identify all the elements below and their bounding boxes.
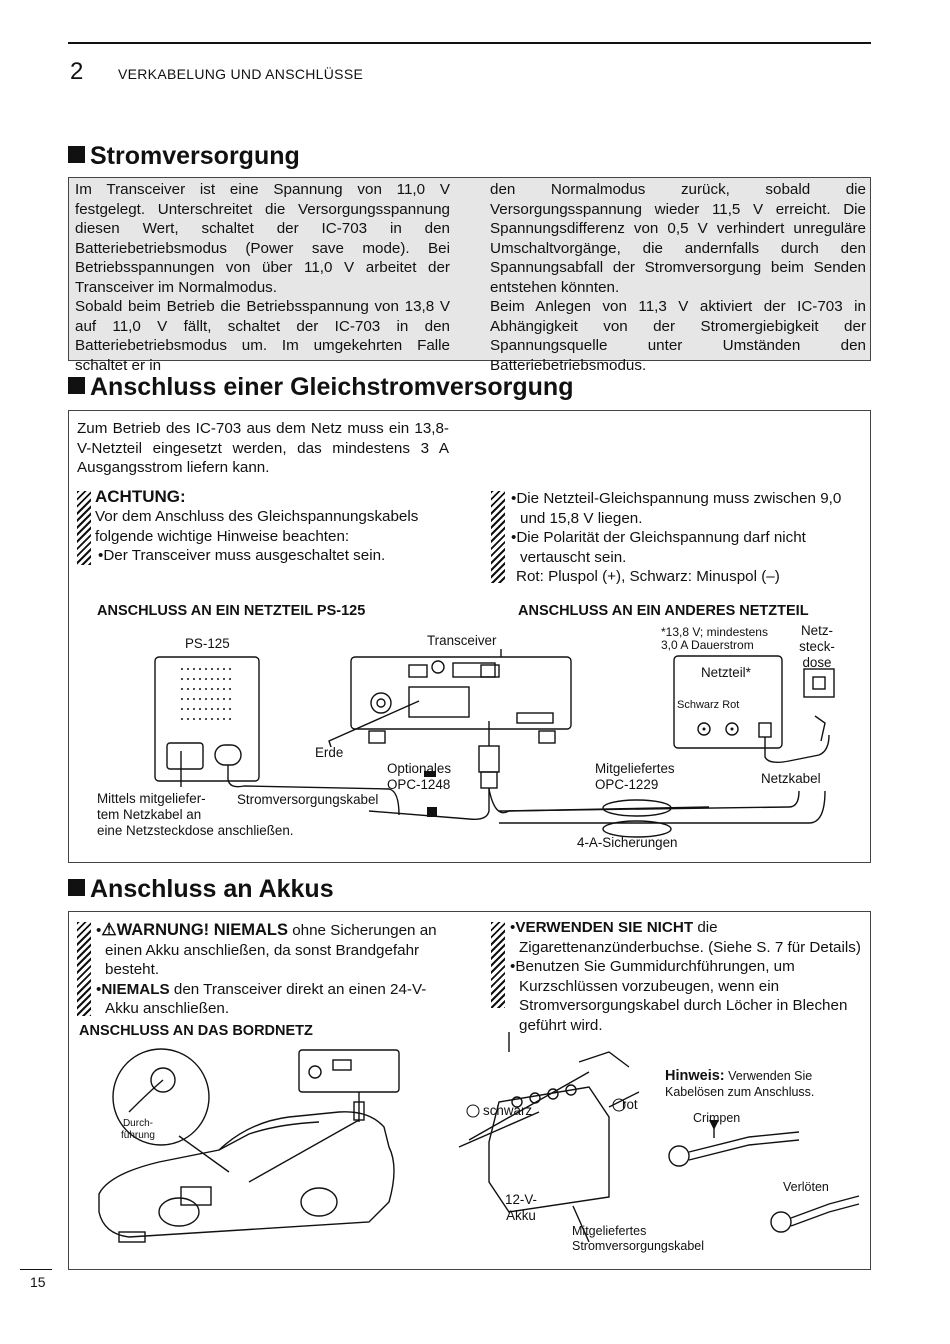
- opc1229-label-line: OPC-1229: [595, 777, 659, 792]
- diagram-heading-vehicle: ANSCHLUSS AN DAS BORDNETZ: [79, 1023, 313, 1039]
- power-cable-label: Stromversorgungskabel: [237, 792, 379, 807]
- bullet-square-icon: [68, 146, 85, 163]
- wall-socket-icon: [804, 669, 834, 697]
- power-col-left: [75, 180, 450, 375]
- opc1248-label-line: Optionales: [387, 761, 452, 776]
- supplied-cable-label: [572, 1224, 704, 1254]
- section-title-battery: Anschluss an Akkus: [68, 875, 334, 904]
- psu-spec-note: [661, 626, 768, 652]
- mains-instruction-line: tem Netzkabel an: [97, 807, 202, 822]
- positive-lead-label: rot: [622, 1097, 638, 1112]
- caution-title: ACHTUNG:: [95, 487, 186, 506]
- crimp-label: Crimpen: [693, 1111, 741, 1125]
- socket-label-line: Netz-: [801, 623, 833, 638]
- ac-inlet-icon: [167, 743, 203, 769]
- opc1248-label-line: OPC-1248: [387, 777, 451, 792]
- caution-bullet: •Die Polarität der Gleichspannung darf nicht vertauscht sein.: [511, 529, 806, 566]
- grommet-label-line: Durch-: [122, 1118, 153, 1129]
- vent-grille: [181, 669, 231, 719]
- warning-bullet: •⚠WARNUNG! NIEMALS ohne Sicherungen an einen Akku anschließen, da sonst Brandgefahr besteht.: [96, 920, 437, 978]
- power-info-box: [68, 177, 871, 374]
- battery-label-line: Akku: [506, 1208, 536, 1223]
- paragraph: Sobald beim Betrieb die Betriebsspannung von 13,8 V auf 11,0 V fällt, schaltet der IC-703 in den Batteriebetriebsmodus um. Im umgekehrten Falle schaltet er in: [75, 298, 450, 374]
- warning-bullet: •Benutzen Sie Gummidurchführungen, um Kurzschlüssen vorzubeugen, wenn ein Stromversorgungskabel durch Löcher in Blechen geführt wird.: [510, 958, 848, 1034]
- netzkabel-label: Netzkabel: [761, 771, 821, 786]
- erde-label: Erde: [315, 745, 344, 760]
- bullet-square-icon: [68, 377, 85, 394]
- opc1229-label: [595, 761, 675, 793]
- dc-intro: Zum Betrieb des IC-703 aus dem Netz muss ein 13,8-V-Netzteil eingesetzt werden, das mindestens 3 A Ausgangsstrom liefern kann.: [77, 420, 449, 476]
- crimp-terminal-icon: [669, 1146, 689, 1166]
- bullet-square-icon: [68, 879, 85, 896]
- header-rule: [68, 42, 871, 44]
- diagram-heading-ps125: ANSCHLUSS AN EIN NETZTEIL PS-125: [97, 603, 366, 619]
- hint-title: Hinweis:: [665, 1068, 725, 1084]
- hint-text: Verwenden Sie: [724, 1069, 813, 1083]
- transceiver-rear-small: [299, 1050, 399, 1092]
- supplied-cable-label-line: Stromversorgungskabel: [572, 1239, 705, 1253]
- hint-note: [665, 1068, 814, 1100]
- dc-box: [68, 410, 871, 863]
- grommet-label-line: führung: [121, 1130, 155, 1141]
- battery-box: [68, 911, 871, 1270]
- caution-bullet: •Der Transceiver muss ausgeschaltet sein.: [98, 547, 386, 564]
- psu-spec-line: *13,8 V; mindestens: [661, 625, 768, 639]
- paragraph: Beim Anlegen von 11,3 V aktiviert der IC-703 in Abhängigkeit von der Stromergiebigkeit der Spannungsquelle unter Umständen den Batteriebetriebsmodus.: [490, 298, 866, 374]
- power-col-right: [490, 180, 866, 375]
- socket-label-line: dose: [802, 655, 832, 670]
- battery-label-line: 12-V-: [505, 1192, 538, 1207]
- psu-spec-line: 3,0 A Dauerstrom: [661, 638, 754, 652]
- hint-text: Kabelösen zum Anschluss.: [665, 1085, 815, 1099]
- dc-outlet-icon: [215, 745, 241, 765]
- polarity-note: Rot: Pluspol (+), Schwarz: Minuspol (–): [516, 568, 780, 585]
- polarity-label: Schwarz Rot: [677, 699, 740, 711]
- grommet-label: [121, 1118, 155, 1142]
- transceiver-label: Transceiver: [427, 633, 497, 648]
- chapter-title: VERKABELUNG UND ANSCHLÜSSE: [118, 66, 364, 82]
- negative-lead-label: schwarz: [483, 1103, 533, 1118]
- caution-text: Vor dem Anschluss des Gleichspannungskabels folgende wichtige Hinweise beachten:: [95, 508, 419, 545]
- section-title-power: Stromversorgung: [68, 142, 300, 171]
- opc1248-label: [387, 761, 451, 793]
- solder-terminal-icon: [771, 1212, 791, 1232]
- socket-label: [797, 623, 837, 671]
- paragraph: Im Transceiver ist eine Spannung von 11,0 V festgelegt. Unterschreitet die Versorgungsspannung diesen Wert, schaltet der IC-703 in den Batteriebetriebsmodus (Power save mode). Bei Betriebsspannungen von über 11,0 V arbeitet der Transceiver im Normalmodus.: [75, 181, 450, 296]
- caution-bullet: •Die Netzteil-Gleichspannung muss zwischen 9,0 und 15,8 V liegen.: [511, 490, 842, 527]
- page-number: 15: [30, 1274, 46, 1290]
- section-title-dc: Anschluss einer Gleichstromversorgung: [68, 373, 573, 402]
- mains-instruction-line: Mittels mitgeliefer-: [97, 791, 206, 806]
- opc1229-label-line: Mitgeliefertes: [595, 761, 675, 776]
- battery-label: [505, 1192, 537, 1224]
- footer-rule: [20, 1269, 52, 1270]
- fuses-label: 4-A-Sicherungen: [577, 835, 678, 850]
- paragraph: den Normalmodus zurück, sobald die Versorgungsspannung wieder 11,5 V erreicht. Die Spannungsdifferenz von 0,5 V verhindert unreguläre Umschaltvorgänge, die andernfalls durch den Spannungsabfall der Stromversorgung beim Senden entstehen könnten.: [490, 181, 866, 296]
- warning-triangle-icon: ⚠: [101, 920, 117, 939]
- socket-label-line: steck-: [799, 639, 835, 654]
- chapter-number: 2: [70, 58, 84, 85]
- solder-label: Verlöten: [783, 1180, 829, 1194]
- diagram-heading-other: ANSCHLUSS AN EIN ANDERES NETZTEIL: [518, 603, 809, 619]
- supplied-cable-label-line: Mitgeliefertes: [572, 1224, 647, 1238]
- ps125-label: PS-125: [185, 636, 230, 651]
- mains-instruction-line: eine Netzsteckdose anschließen.: [97, 823, 294, 838]
- warning-bullet: •VERWENDEN SIE NICHT die Zigarettenanzünderbuchse. (Siehe S. 7 für Details): [510, 919, 861, 956]
- warning-bullet: •NIEMALS den Transceiver direkt an einen 24-V-Akku anschließen.: [96, 980, 427, 1017]
- netzteil-label: Netzteil*: [701, 665, 751, 680]
